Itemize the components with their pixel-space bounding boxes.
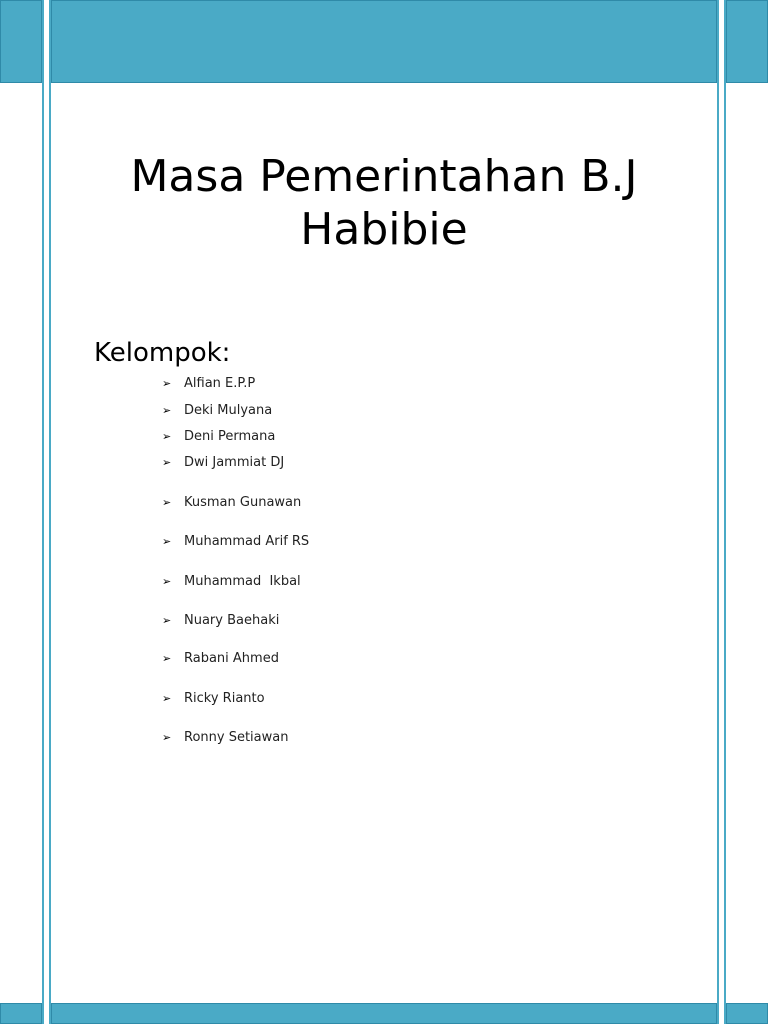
- arrow-bullet-icon: ➢: [162, 574, 172, 588]
- arrow-bullet-icon: ➢: [162, 376, 172, 390]
- member-name: Rabani Ahmed: [184, 650, 279, 666]
- header-band-right: [726, 0, 768, 83]
- frame-line-inner-left: [49, 0, 51, 1024]
- member-name: Ricky Rianto: [184, 690, 265, 706]
- list-item: [162, 649, 279, 667]
- frame-line-right: [724, 0, 726, 1024]
- frame-line-inner-right: [717, 0, 719, 1024]
- list-item: [162, 493, 301, 511]
- footer-band-right: [726, 1003, 768, 1024]
- member-name: Ronny Setiawan: [184, 729, 289, 745]
- header-band: [51, 0, 717, 83]
- arrow-bullet-icon: ➢: [162, 651, 172, 665]
- list-item: [162, 611, 279, 629]
- arrow-bullet-icon: ➢: [162, 429, 172, 443]
- header-band-left: [0, 0, 42, 83]
- frame-line-left: [42, 0, 44, 1024]
- arrow-bullet-icon: ➢: [162, 403, 172, 417]
- arrow-bullet-icon: ➢: [162, 534, 172, 548]
- member-name: Deki Mulyana: [184, 402, 273, 418]
- footer-band-left: [0, 1003, 42, 1024]
- member-name: Muhammad Ikbal: [184, 573, 301, 589]
- member-name: Kusman Gunawan: [184, 494, 302, 510]
- group-label: Kelompok:: [94, 338, 231, 368]
- member-name: Dwi Jammiat DJ: [184, 454, 285, 470]
- list-item: [162, 453, 284, 471]
- member-name: Deni Permana: [184, 428, 276, 444]
- list-item: [162, 374, 255, 392]
- arrow-bullet-icon: ➢: [162, 730, 172, 744]
- member-name: Nuary Baehaki: [184, 612, 280, 628]
- arrow-bullet-icon: ➢: [162, 613, 172, 627]
- member-name: Muhammad Arif RS: [184, 533, 310, 549]
- list-item: [162, 728, 288, 746]
- list-item: [162, 401, 272, 419]
- list-item: [162, 427, 275, 445]
- arrow-bullet-icon: ➢: [162, 495, 172, 509]
- list-item: [162, 689, 265, 707]
- footer-band: [51, 1003, 717, 1024]
- page-title: Masa Pemerintahan B.J Habibie: [130, 151, 638, 255]
- arrow-bullet-icon: ➢: [162, 455, 172, 469]
- list-item: [162, 532, 309, 550]
- list-item: [162, 572, 301, 590]
- member-name: Alfian E.P.P: [184, 375, 256, 391]
- arrow-bullet-icon: ➢: [162, 691, 172, 705]
